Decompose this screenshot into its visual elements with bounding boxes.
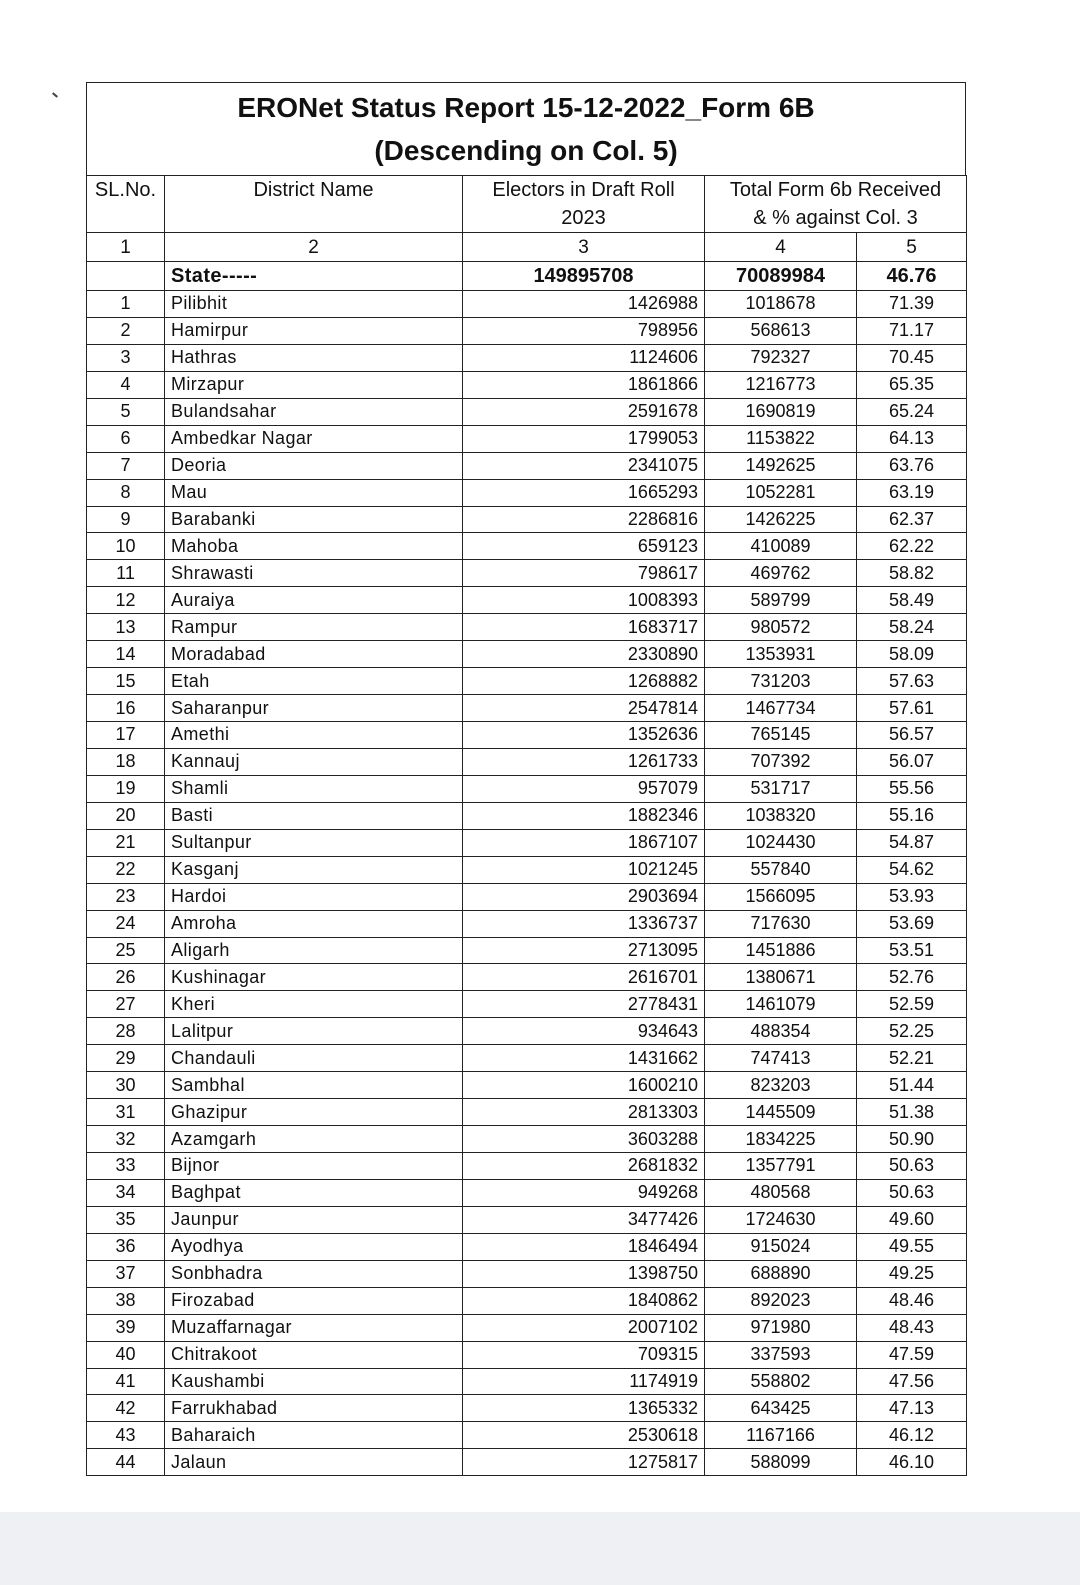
table-row [87,1314,967,1341]
electors-cell: 2007102 [463,1314,705,1341]
electors-cell: 1600210 [463,1072,705,1099]
percent-cell: 64.13 [857,425,967,452]
percent-cell: 63.76 [857,452,967,479]
district-name-cell: Ambedkar Nagar [165,425,463,452]
electors-cell: 2616701 [463,964,705,991]
sl-no-cell: 43 [87,1422,165,1449]
table-row [87,1206,967,1233]
received-cell: 688890 [705,1260,857,1287]
table-row [87,748,967,775]
table-row [87,1072,967,1099]
table-row [87,587,967,614]
district-name-cell: Baharaich [165,1422,463,1449]
sl-no-cell: 20 [87,802,165,829]
received-cell: 1724630 [705,1206,857,1233]
electors-cell: 1352636 [463,722,705,749]
district-table [86,175,967,1476]
sl-no-cell: 13 [87,614,165,641]
received-cell: 823203 [705,1072,857,1099]
percent-cell: 63.19 [857,479,967,506]
electors-cell: 2530618 [463,1422,705,1449]
table-row [87,775,967,802]
table-row [87,1449,967,1476]
sl-no-cell: 6 [87,425,165,452]
district-name-cell: Kasganj [165,856,463,883]
percent-cell: 50.63 [857,1179,967,1206]
report-subtitle: (Descending on Col. 5) [374,135,678,166]
electors-cell: 1882346 [463,802,705,829]
received-cell: 1167166 [705,1422,857,1449]
district-name-cell: Bijnor [165,1153,463,1180]
header-sl-no-cont [87,204,165,233]
sl-no-cell: 33 [87,1153,165,1180]
electors-cell: 2813303 [463,1099,705,1126]
table-row [87,1153,967,1180]
electors-cell: 1799053 [463,425,705,452]
received-cell: 1216773 [705,371,857,398]
district-name-cell: Rampur [165,614,463,641]
percent-cell: 58.82 [857,560,967,587]
percent-cell: 58.49 [857,587,967,614]
district-name-cell: Mau [165,479,463,506]
table-row [87,802,967,829]
electors-cell: 1008393 [463,587,705,614]
received-cell: 1461079 [705,991,857,1018]
percent-cell: 70.45 [857,344,967,371]
sl-no-cell: 12 [87,587,165,614]
percent-cell: 52.25 [857,1018,967,1045]
electors-cell: 2778431 [463,991,705,1018]
electors-cell: 1426988 [463,291,705,318]
received-cell: 1426225 [705,506,857,533]
electors-cell: 1846494 [463,1233,705,1260]
table-row [87,479,967,506]
electors-cell: 1174919 [463,1368,705,1395]
district-name-cell: Shamli [165,775,463,802]
table-row [87,1395,967,1422]
header-district: District Name [165,176,463,205]
received-cell: 1451886 [705,937,857,964]
percent-cell: 47.59 [857,1341,967,1368]
sl-no-cell: 35 [87,1206,165,1233]
percent-cell: 58.09 [857,641,967,668]
electors-cell: 1665293 [463,479,705,506]
district-name-cell: Kaushambi [165,1368,463,1395]
table-row [87,1018,967,1045]
electors-cell: 1275817 [463,1449,705,1476]
received-cell: 1380671 [705,964,857,991]
electors-cell: 1861866 [463,371,705,398]
header-electors-year: 2023 [463,204,705,233]
received-cell: 1467734 [705,695,857,722]
table-row [87,398,967,425]
received-cell: 1018678 [705,291,857,318]
district-name-cell: Kushinagar [165,964,463,991]
percent-cell: 53.93 [857,883,967,910]
header-district-cont [165,204,463,233]
district-name-cell: Kannauj [165,748,463,775]
district-name-cell: Azamgarh [165,1126,463,1153]
sl-no-cell: 29 [87,1045,165,1072]
table-row [87,695,967,722]
percent-cell: 51.38 [857,1099,967,1126]
table-row [87,533,967,560]
sl-no-cell: 4 [87,371,165,398]
sl-no-cell: 1 [87,291,165,318]
percent-cell: 65.35 [857,371,967,398]
district-name-cell: Hardoi [165,883,463,910]
state-received: 70089984 [705,262,857,291]
district-name-cell: Bulandsahar [165,398,463,425]
received-cell: 588099 [705,1449,857,1476]
district-name-cell: Ghazipur [165,1099,463,1126]
sl-no-cell: 9 [87,506,165,533]
electors-cell: 709315 [463,1341,705,1368]
district-name-cell: Chandauli [165,1045,463,1072]
district-name-cell: Basti [165,802,463,829]
sl-no-cell: 24 [87,910,165,937]
state-percent: 46.76 [857,262,967,291]
electors-cell: 1365332 [463,1395,705,1422]
sl-no-cell: 7 [87,452,165,479]
electors-cell: 1398750 [463,1260,705,1287]
percent-cell: 52.21 [857,1045,967,1072]
electors-cell: 1021245 [463,856,705,883]
table-row [87,1179,967,1206]
column-number: 1 [87,233,165,262]
sl-no-cell: 28 [87,1018,165,1045]
district-name-cell: Auraiya [165,587,463,614]
received-cell: 747413 [705,1045,857,1072]
percent-cell: 54.87 [857,829,967,856]
table-row [87,1287,967,1314]
percent-cell: 57.61 [857,695,967,722]
header-row [87,176,967,205]
table-row [87,506,967,533]
table-row [87,991,967,1018]
table-row [87,937,967,964]
district-name-cell: Amroha [165,910,463,937]
percent-cell: 65.24 [857,398,967,425]
sl-no-cell: 41 [87,1368,165,1395]
report-title: ERONet Status Report 15-12-2022_Form 6B [237,92,815,123]
sl-no-cell: 32 [87,1126,165,1153]
district-name-cell: Deoria [165,452,463,479]
sl-no-cell: 10 [87,533,165,560]
sl-no-cell: 18 [87,748,165,775]
header-form6b: Total Form 6b Received [705,176,967,205]
electors-cell: 1867107 [463,829,705,856]
district-name-cell: Etah [165,668,463,695]
sl-no-cell: 26 [87,964,165,991]
table-row [87,452,967,479]
electors-cell: 1336737 [463,910,705,937]
state-sl [87,262,165,291]
received-cell: 589799 [705,587,857,614]
district-name-cell: Amethi [165,722,463,749]
electors-cell: 949268 [463,1179,705,1206]
table-row [87,291,967,318]
received-cell: 1492625 [705,452,857,479]
received-cell: 1357791 [705,1153,857,1180]
sl-no-cell: 25 [87,937,165,964]
sl-no-cell: 40 [87,1341,165,1368]
electors-cell: 957079 [463,775,705,802]
percent-cell: 52.59 [857,991,967,1018]
percent-cell: 48.46 [857,1287,967,1314]
sl-no-cell: 44 [87,1449,165,1476]
district-name-cell: Farrukhabad [165,1395,463,1422]
received-cell: 971980 [705,1314,857,1341]
electors-cell: 1268882 [463,668,705,695]
sl-no-cell: 2 [87,317,165,344]
table-row [87,425,967,452]
table-row [87,1233,967,1260]
district-name-cell: Kheri [165,991,463,1018]
table-row [87,1126,967,1153]
table-row [87,722,967,749]
report-title-box [86,82,966,175]
percent-cell: 56.57 [857,722,967,749]
percent-cell: 49.25 [857,1260,967,1287]
district-name-cell: Moradabad [165,641,463,668]
district-name-cell: Chitrakoot [165,1341,463,1368]
table-row [87,344,967,371]
percent-cell: 50.90 [857,1126,967,1153]
electors-cell: 1840862 [463,1287,705,1314]
district-name-cell: Jaunpur [165,1206,463,1233]
sl-no-cell: 16 [87,695,165,722]
sl-no-cell: 38 [87,1287,165,1314]
column-number-row [87,233,967,262]
district-name-cell: Mahoba [165,533,463,560]
district-name-cell: Sonbhadra [165,1260,463,1287]
electors-cell: 1683717 [463,614,705,641]
header-sl-no: SL.No. [87,176,165,205]
percent-cell: 71.17 [857,317,967,344]
received-cell: 980572 [705,614,857,641]
electors-cell: 2286816 [463,506,705,533]
received-cell: 1052281 [705,479,857,506]
percent-cell: 55.56 [857,775,967,802]
received-cell: 1153822 [705,425,857,452]
table-row [87,1422,967,1449]
electors-cell: 798617 [463,560,705,587]
district-name-cell: Pilibhit [165,291,463,318]
received-cell: 707392 [705,748,857,775]
district-name-cell: Aligarh [165,937,463,964]
received-cell: 1353931 [705,641,857,668]
percent-cell: 58.24 [857,614,967,641]
sl-no-cell: 11 [87,560,165,587]
percent-cell: 47.56 [857,1368,967,1395]
district-name-cell: Ayodhya [165,1233,463,1260]
percent-cell: 46.12 [857,1422,967,1449]
table-row [87,317,967,344]
district-name-cell: Firozabad [165,1287,463,1314]
district-name-cell: Mirzapur [165,371,463,398]
state-electors: 149895708 [463,262,705,291]
district-name-cell: Hathras [165,344,463,371]
district-name-cell: Sultanpur [165,829,463,856]
percent-cell: 62.37 [857,506,967,533]
table-row [87,668,967,695]
sl-no-cell: 23 [87,883,165,910]
received-cell: 557840 [705,856,857,883]
viewer-bottom-band [0,1512,1080,1585]
district-name-cell: Saharanpur [165,695,463,722]
received-cell: 1566095 [705,883,857,910]
electors-cell: 2591678 [463,398,705,425]
sl-no-cell: 27 [87,991,165,1018]
sl-no-cell: 5 [87,398,165,425]
electors-cell: 2341075 [463,452,705,479]
received-cell: 1690819 [705,398,857,425]
received-cell: 717630 [705,910,857,937]
percent-cell: 52.76 [857,964,967,991]
percent-cell: 71.39 [857,291,967,318]
sl-no-cell: 19 [87,775,165,802]
percent-cell: 53.69 [857,910,967,937]
district-name-cell: Baghpat [165,1179,463,1206]
percent-cell: 56.07 [857,748,967,775]
received-cell: 1445509 [705,1099,857,1126]
sl-no-cell: 34 [87,1179,165,1206]
status-report [86,82,966,1476]
electors-cell: 659123 [463,533,705,560]
sl-no-cell: 17 [87,722,165,749]
received-cell: 531717 [705,775,857,802]
electors-cell: 798956 [463,317,705,344]
received-cell: 480568 [705,1179,857,1206]
percent-cell: 51.44 [857,1072,967,1099]
received-cell: 731203 [705,668,857,695]
table-row [87,641,967,668]
received-cell: 915024 [705,1233,857,1260]
table-row [87,560,967,587]
percent-cell: 49.55 [857,1233,967,1260]
district-name-cell: Lalitpur [165,1018,463,1045]
received-cell: 892023 [705,1287,857,1314]
column-number: 2 [165,233,463,262]
stray-pen-mark [52,92,58,97]
sl-no-cell: 39 [87,1314,165,1341]
percent-cell: 49.60 [857,1206,967,1233]
sl-no-cell: 22 [87,856,165,883]
electors-cell: 2547814 [463,695,705,722]
percent-cell: 46.10 [857,1449,967,1476]
received-cell: 410089 [705,533,857,560]
district-name-cell: Muzaffarnagar [165,1314,463,1341]
table-row [87,883,967,910]
district-name-cell: Sambhal [165,1072,463,1099]
percent-cell: 57.63 [857,668,967,695]
sl-no-cell: 21 [87,829,165,856]
received-cell: 488354 [705,1018,857,1045]
district-name-cell: Hamirpur [165,317,463,344]
electors-cell: 2903694 [463,883,705,910]
percent-cell: 62.22 [857,533,967,560]
column-number: 3 [463,233,705,262]
sl-no-cell: 3 [87,344,165,371]
electors-cell: 1261733 [463,748,705,775]
table-row [87,1368,967,1395]
sl-no-cell: 42 [87,1395,165,1422]
received-cell: 765145 [705,722,857,749]
column-number: 4 [705,233,857,262]
table-row [87,856,967,883]
district-name-cell: Jalaun [165,1449,463,1476]
column-number: 5 [857,233,967,262]
electors-cell: 934643 [463,1018,705,1045]
received-cell: 469762 [705,560,857,587]
table-row [87,1045,967,1072]
electors-cell: 2330890 [463,641,705,668]
received-cell: 568613 [705,317,857,344]
header-form6b-sub: & % against Col. 3 [705,204,967,233]
state-total-row [87,262,967,291]
electors-cell: 3477426 [463,1206,705,1233]
sl-no-cell: 14 [87,641,165,668]
table-row [87,371,967,398]
electors-cell: 1124606 [463,344,705,371]
received-cell: 1038320 [705,802,857,829]
sl-no-cell: 36 [87,1233,165,1260]
electors-cell: 1431662 [463,1045,705,1072]
table-row [87,829,967,856]
district-name-cell: Shrawasti [165,560,463,587]
table-row [87,1341,967,1368]
percent-cell: 50.63 [857,1153,967,1180]
percent-cell: 47.13 [857,1395,967,1422]
received-cell: 1024430 [705,829,857,856]
electors-cell: 2713095 [463,937,705,964]
percent-cell: 48.43 [857,1314,967,1341]
received-cell: 643425 [705,1395,857,1422]
received-cell: 1834225 [705,1126,857,1153]
table-row [87,964,967,991]
sl-no-cell: 15 [87,668,165,695]
sl-no-cell: 37 [87,1260,165,1287]
percent-cell: 53.51 [857,937,967,964]
received-cell: 558802 [705,1368,857,1395]
table-row [87,1260,967,1287]
sl-no-cell: 30 [87,1072,165,1099]
received-cell: 337593 [705,1341,857,1368]
district-name-cell: Barabanki [165,506,463,533]
table-row [87,910,967,937]
received-cell: 792327 [705,344,857,371]
header-electors: Electors in Draft Roll [463,176,705,205]
state-label: State----- [165,262,463,291]
header-row-2 [87,204,967,233]
electors-cell: 2681832 [463,1153,705,1180]
table-row [87,1099,967,1126]
electors-cell: 3603288 [463,1126,705,1153]
percent-cell: 54.62 [857,856,967,883]
percent-cell: 55.16 [857,802,967,829]
sl-no-cell: 8 [87,479,165,506]
sl-no-cell: 31 [87,1099,165,1126]
table-row [87,614,967,641]
